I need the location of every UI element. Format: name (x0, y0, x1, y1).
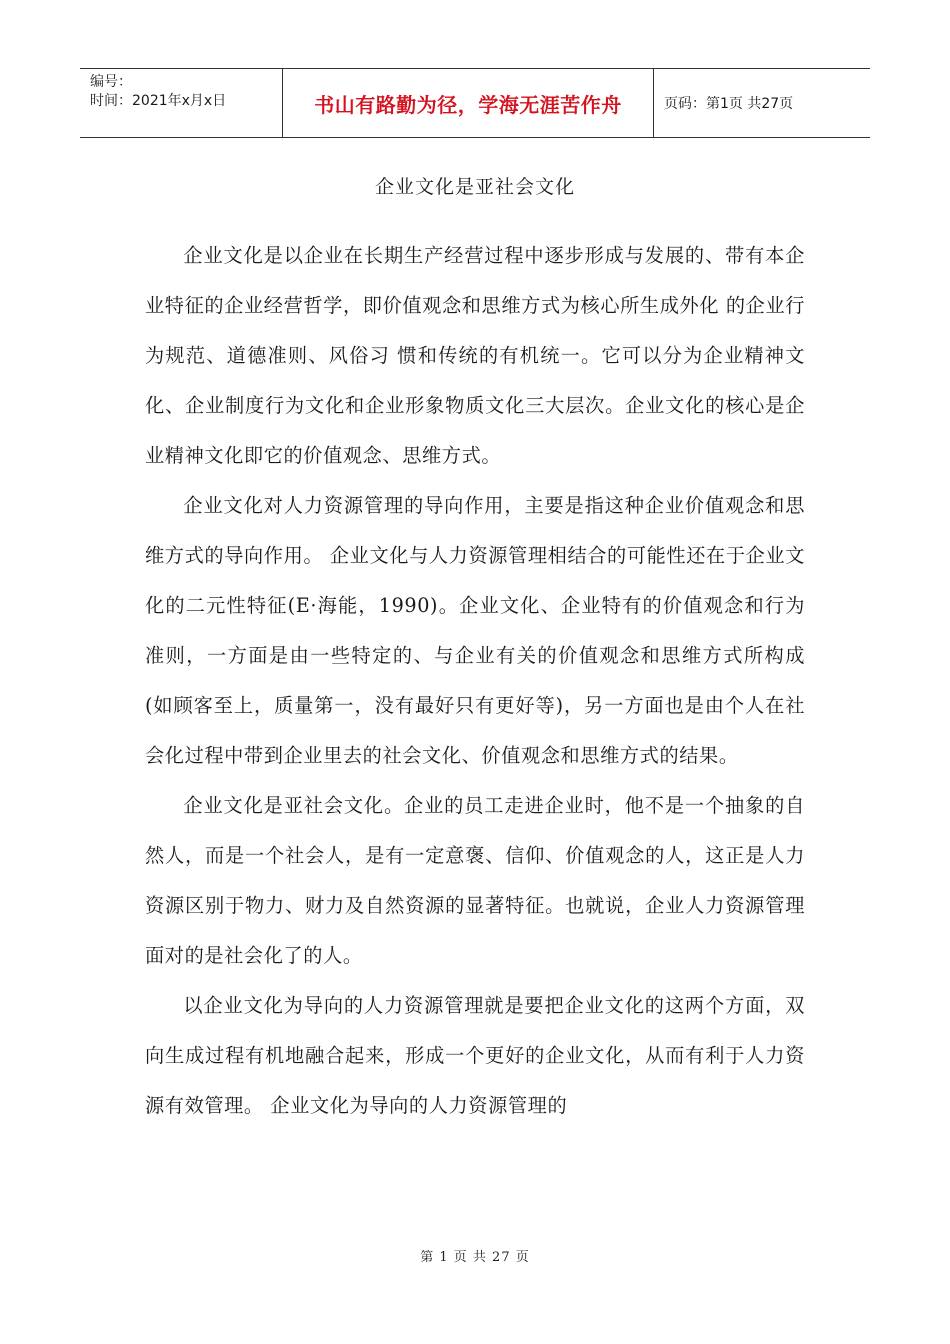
paragraph: 企业文化是以企业在长期生产经营过程中逐步形成与发展的、带有本企业特征的企业经营哲学，即价值观念和思维方式为核心所生成外化 的企业行为规范、道德准则、风俗习 惯和传统的有机统一。它可以分为企业精神文化、企业制度行为文化和企业形象物质文化三大层次。企业文化的核心是企业精神文化即它的价值观念、思维方式。 (145, 244, 805, 467)
header-motto-cell (282, 69, 654, 137)
document-body (145, 231, 805, 1131)
paragraph: 企业文化对人力资源管理的导向作用，主要是指这种企业价值观念和思维方式的导向作用。 企业文化与人力资源管理相结合的可能性还在于企业文化的二元性特征(E·海能，1990)。企业文化、企业特有的价值观念和行为准则，一方面是由一些特定的、与企业有关的价值观念和思维方式所构成(如顾客至上，质量第一，没有最好只有更好等)，另一方面也是由个人在社会化过程中带到企业里去的社会文化、价值观念和思维方式的结果。 (145, 494, 805, 767)
number-label: 编号： (90, 74, 132, 90)
paragraph: 以企业文化为导向的人力资源管理就是要把企业文化的这两个方面，双向生成过程有机地融合起来，形成一个更好的企业文化，从而有利于人力资源有效管理。 企业文化为导向的人力资源管理的 (145, 994, 805, 1117)
header-motto: 书山有路勤为径，学海无涯苦作舟 (314, 92, 622, 117)
header-meta (80, 69, 282, 137)
document-title: 企业文化是亚社会文化 (374, 176, 575, 198)
header-page-info-cell (654, 69, 870, 137)
page-header (80, 68, 870, 138)
page-footer: 第 1 页 共 27 页 (420, 1250, 530, 1265)
time-label: 时间：2021年x月x日 (90, 93, 227, 109)
header-page-info: 页码：第1页 共27页 (664, 96, 794, 112)
paragraph: 企业文化是亚社会文化。企业的员工走进企业时，他不是一个抽象的自然人，而是一个社会人，是有一定意褒、信仰、价值观念的人，这正是人力资源区别于物力、财力及自然资源的显著特征。也就说，企业人力资源管理面对的是社会化了的人。 (145, 794, 805, 967)
